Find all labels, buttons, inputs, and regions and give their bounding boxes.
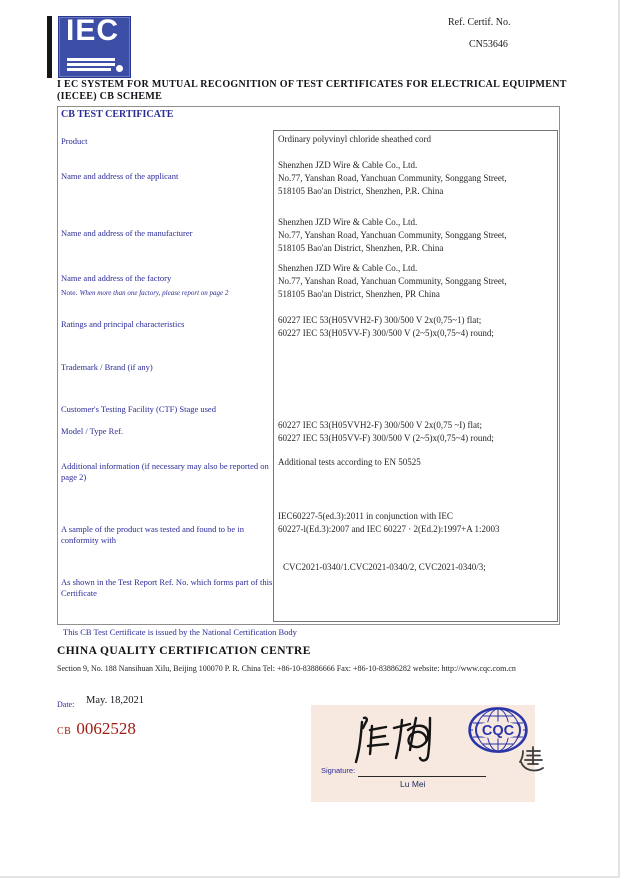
factory-label: Name and address of the factory	[61, 273, 172, 283]
cb-prefix: CB	[57, 726, 72, 737]
scheme-title-line2: (IECEE) CB SCHEME	[57, 90, 163, 102]
ratings-label: Ratings and principal characteristics	[61, 319, 185, 329]
factory-note-prefix: Note.	[61, 288, 78, 297]
model-line: 60227 IEC 53(H05VVH2-F) 300/500 V 2x(0,75 ~I) flat;	[278, 420, 483, 430]
factory-line: Shenzhen JZD Wire & Cable Co., Ltd.	[278, 263, 418, 273]
applicant-label: Name and address of the applicant	[61, 171, 179, 181]
iec-logo-dot	[116, 65, 123, 72]
conformity-value	[278, 510, 554, 536]
test-report-label: As shown in the Test Report Ref. No. which forms part of this Certificate	[61, 577, 273, 598]
cb-number: 0062528	[76, 719, 136, 738]
manufacturer-line: No.77, Yanshan Road, Yanchuan Community, Songgang Street,	[278, 230, 507, 240]
iec-logo-spine	[47, 16, 52, 78]
cqc-logo-text: CQC	[481, 723, 515, 739]
manufacturer-line: Shenzhen JZD Wire & Cable Co., Ltd.	[278, 217, 418, 227]
issued-by-statement: This CB Test Certificate is issued by the National Certification Body	[63, 627, 297, 637]
iec-logo-box	[58, 16, 131, 78]
ctf-label: Customer's Testing Facility (CTF) Stage used	[61, 404, 216, 414]
factory-line: 518105 Bao'an District, Shenzhen, PR China	[278, 289, 440, 299]
model-value	[278, 419, 554, 445]
manufacturer-label: Name and address of the manufacturer	[61, 228, 193, 238]
iec-logo-icon	[47, 16, 131, 78]
additional-info-label: Additional information (if necessary may also be reported on page 2)	[61, 461, 269, 482]
jian-stamp-character	[518, 745, 544, 773]
certificate-title: CB TEST CERTIFICATE	[61, 109, 174, 120]
ratings-value	[278, 314, 554, 340]
test-report-value: CVC2021-0340/1.CVC2021-0340/2, CVC2021-0340/3;	[283, 562, 486, 572]
conformity-line: IEC60227-5(ed.3):2011 in conjunction with IEC	[278, 511, 453, 521]
trademark-label: Trademark / Brand (if any)	[61, 362, 153, 372]
product-value: Ordinary polyvinyl chloride sheathed cord	[278, 134, 431, 144]
applicant-line: 518105 Bao'an District, Shenzhen, P.R. China	[278, 186, 444, 196]
ref-certif-label: Ref. Certif. No.	[448, 17, 511, 28]
ratings-line: 60227 IEC 53(H05VV-F) 300/500 V (2~5)x(0,75~4) round;	[278, 328, 494, 338]
factory-note-text: When more than one factory, please report on page 2	[79, 289, 229, 297]
handwritten-signature	[350, 712, 445, 767]
ref-certif-number: CN53646	[469, 39, 508, 50]
signature-underline	[358, 776, 486, 777]
cb-certificate-number	[57, 719, 136, 739]
manufacturer-line: 518105 Bao'an District, Shenzhen, P.R. China	[278, 243, 444, 253]
factory-value	[278, 262, 554, 301]
applicant-line: No.77, Yanshan Road, Yanchuan Community, Songgang Street,	[278, 173, 507, 183]
manufacturer-value	[278, 216, 554, 255]
date-value: May. 18,2021	[86, 695, 144, 706]
iec-logo-line	[67, 68, 111, 71]
factory-note	[61, 287, 273, 299]
model-label: Model / Type Ref.	[61, 426, 124, 436]
factory-line: No.77, Yanshan Road, Yanchuan Community, Songgang Street,	[278, 276, 507, 286]
certificate-values-frame	[273, 130, 558, 622]
conformity-label: A sample of the product was tested and found to be in conformity with	[61, 524, 244, 545]
applicant-line: Shenzhen JZD Wire & Cable Co., Ltd.	[278, 160, 418, 170]
additional-info-value: Additional tests according to EN 50525	[278, 457, 421, 467]
certification-body-address: Section 9, No. 188 Nansihuan Xilu, Beijing 100070 P. R. China Tel: +86-10-83886666 Fax: +86-10-83886282 website: http://www.cqc.com.cn	[57, 664, 516, 673]
ratings-line: 60227 IEC 53(H05VVH2-F) 300/500 V 2x(0,75~1) flat;	[278, 315, 482, 325]
model-line: 60227 IEC 53(H05VV-F) 300/500 V (2~5)x(0,75~4) round;	[278, 433, 494, 443]
conformity-line: 60227-l(Ed.3):2007 and IEC 60227 · 2(Ed.2):1997+A 1:2003	[278, 524, 500, 534]
iec-logo-line	[67, 63, 115, 66]
product-label: Product	[61, 136, 88, 146]
certification-body-name: CHINA QUALITY CERTIFICATION CENTRE	[57, 645, 311, 657]
iec-logo-line	[67, 58, 115, 61]
scheme-title	[57, 79, 602, 102]
iec-logo-text: IEC	[66, 14, 120, 47]
signatory-name: Lu Mei	[400, 779, 426, 789]
applicant-value	[278, 159, 554, 198]
date-label: Date:	[57, 700, 75, 709]
scheme-title-line1: I EC SYSTEM FOR MUTUAL RECOGNITION OF TEST CERTIFICATES FOR ELECTRICAL EQUIPMENT	[57, 79, 567, 90]
signature-label: Signature:	[321, 766, 356, 775]
